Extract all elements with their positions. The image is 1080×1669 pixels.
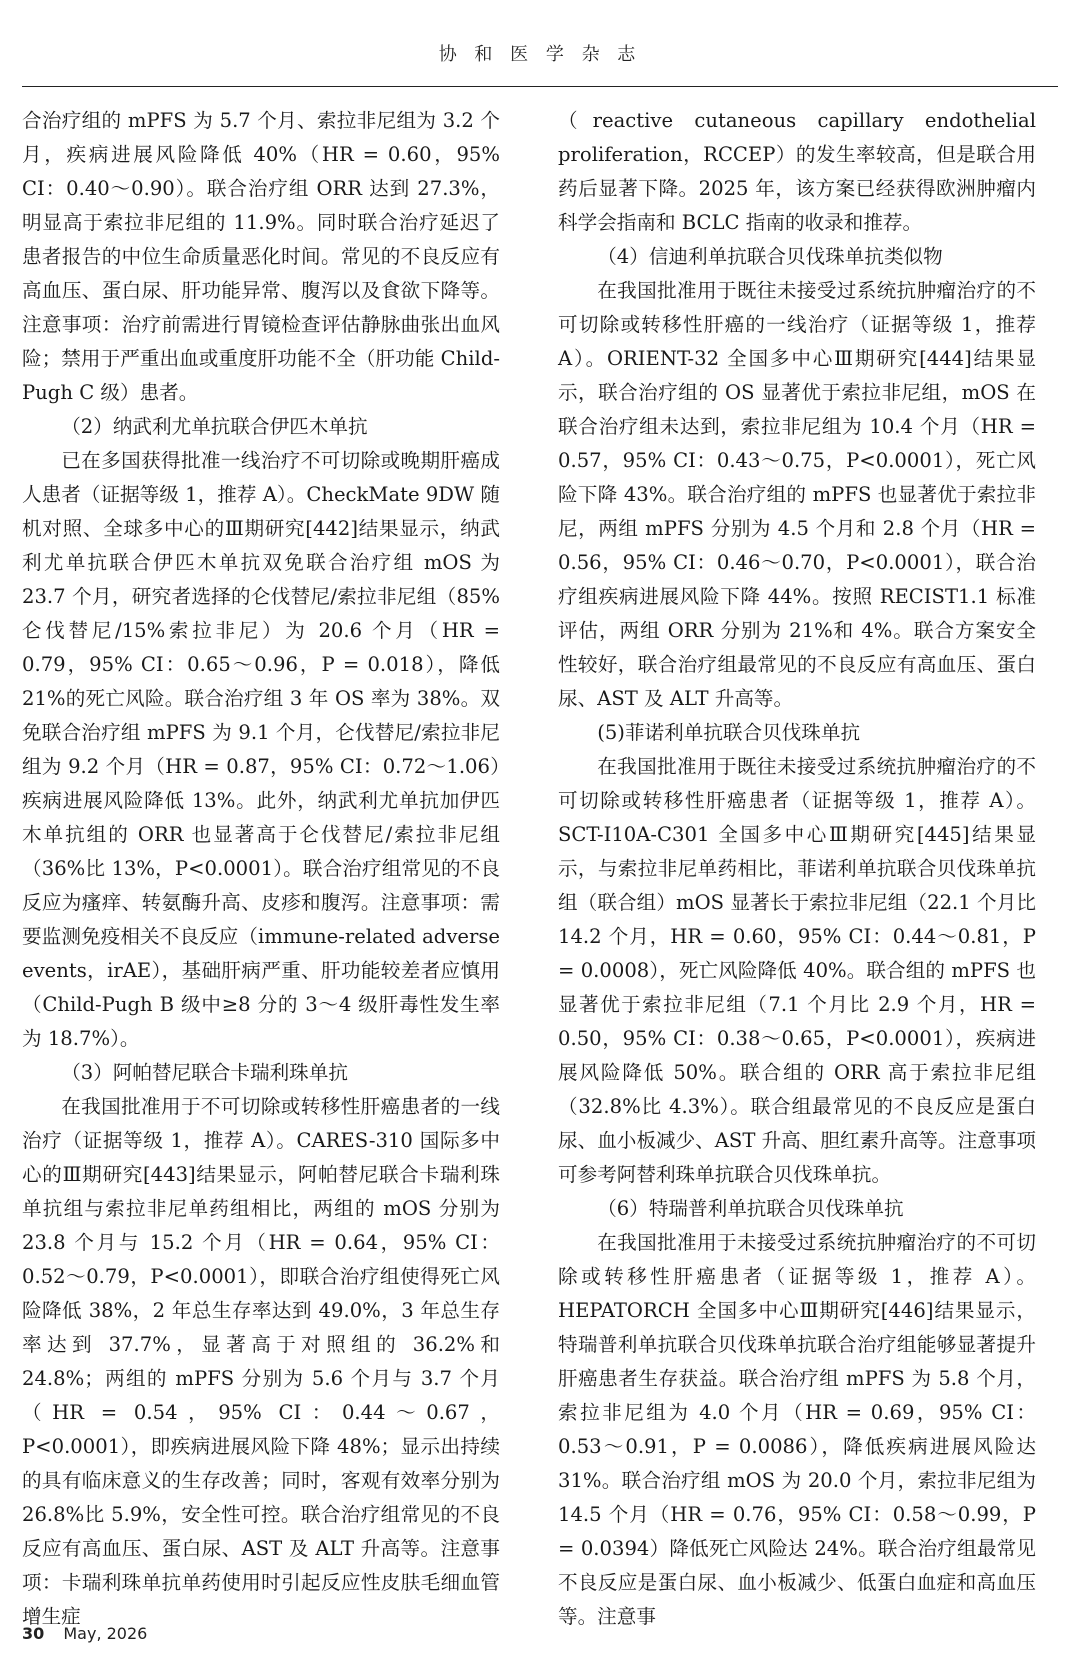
paragraph: 已在多国获得批准一线治疗不可切除或晚期肝癌成人患者（证据等级 1，推荐 A）。CheckMate 9DW 随机对照、全球多中心的Ⅲ期研究[442]结果显示，纳武利尤单抗联合伊匹木单抗双免联合治疗组 mOS 为 23.7 个月，研究者选择的仑伐替尼/索拉非尼组（85%仑伐替尼/15%索拉非尼）为 20.6 个月（HR = 0.79，95% CI：0.65～0.96，P = 0.018），降低 21%的死亡风险。联合治疗组 3 年 OS 率为 38%。双免联合治疗组 mPFS 为 9.1 个月，仑伐替尼/索拉非尼组为 9.2 个月（HR = 0.87，95% CI：0.72～1.06）疾病进展风险降低 13%。此外，纳武利尤单抗加伊匹木单抗组的 ORR 也显著高于仑伐替尼/索拉非尼组（36%比 13%，P<0.0001）。联合治疗组常见的不良反应为瘙痒、转氨酶升高、皮疹和腹泻。注意事项：需要监测免疫相关不良反应（immune-related adverse events，irAE），基础肝病严重、肝功能较差者应慎用（Child-Pugh B 级中≥8 分的 3～4 级肝毒性发生率为 18.7%）。 [22,449,500,1050]
header-divider [22,86,1058,87]
section-heading: (5)菲诺利单抗联合贝伐珠单抗 [597,721,861,744]
section-heading: （6）特瑞普利单抗联合贝伐珠单抗 [597,1197,904,1220]
section-heading: （3）阿帕替尼联合卡瑞利珠单抗 [61,1061,348,1084]
page-number: 30 [22,1624,45,1643]
paragraph: （reactive cutaneous capillary endothelial proliferation，RCCEP）的发生率较高，但是联合用药后显著下降。2025 年，该方案已经获得欧洲肿瘤内科学会指南和 BCLC 指南的收录和推荐。 [558,109,1036,234]
paragraph: 合治疗组的 mPFS 为 5.7 个月、索拉非尼组为 3.2 个月，疾病进展风险降低 40%（HR = 0.60，95% CI：0.40～0.90）。联合治疗组 ORR 达到 27.3%，明显高于索拉非尼组的 11.9%。同时联合治疗延迟了患者报告的中位生命质量恶化时间。常见的不良反应有高血压、蛋白尿、肝功能异常、腹泻以及食欲下降等。注意事项：治疗前需进行胃镜检查评估静脉曲张出血风险；禁用于严重出血或重度肝功能不全（肝功能 Child-Pugh C 级）患者。 [22,109,500,404]
paragraph: 在我国批准用于未接受过系统抗肿瘤治疗的不可切除或转移性肝癌患者（证据等级 1，推荐 A）。HEPATORCH 全国多中心Ⅲ期研究[446]结果显示，特瑞普利单抗联合贝伐珠单抗联合治疗组能够显著提升肝癌患者生存获益。联合治疗组 mPFS 为 5.8 个月，索拉非尼组为 4.0 个月（HR = 0.69，95% CI：0.53～0.91，P = 0.0086），降低疾病进展风险达 31%。联合治疗组 mOS 为 20.0 个月，索拉非尼组为 14.5 个月（HR = 0.76，95% CI：0.58～0.99，P = 0.0394）降低死亡风险达 24%。联合治疗组最常见不良反应是蛋白尿、血小板减少、低蛋白血症和高血压等。注意事 [558,1231,1036,1628]
paragraph: 在我国批准用于不可切除或转移性肝癌患者的一线治疗（证据等级 1，推荐 A）。CARES-310 国际多中心的Ⅲ期研究[443]结果显示，阿帕替尼联合卡瑞利珠单抗组与索拉非尼单药组相比，两组的 mOS 分别为 23.8 个月与 15.2 个月（HR = 0.64，95% CI：0.52～0.79，P<0.0001），即联合治疗组使得死亡风险降低 38%，2 年总生存率达到 49.0%，3 年总生存率达到 37.7%，显著高于对照组的 36.2%和 24.8%；两组的 mPFS 分别为 5.6 个月与 3.7 个月（HR = 0.54，95% CI：0.44～0.67，P<0.0001），即疾病进展风险下降 48%；显示出持续的具有临床意义的生存改善；同时，客观有效率分别为 26.8%比 5.9%，安全性可控。联合治疗组常见的不良反应有高血压、蛋白尿、AST 及 ALT 升高等。注意事项：卡瑞利珠单抗单药使用时引起反应性皮肤毛细血管增生症 [22,1095,500,1628]
right-column [558,104,1036,1634]
section-heading: （4）信迪利单抗联合贝伐珠单抗类似物 [597,245,943,268]
paragraph: 在我国批准用于既往未接受过系统抗肿瘤治疗的不可切除或转移性肝癌患者（证据等级 1，推荐 A）。SCT-I10A-C301 全国多中心Ⅲ期研究[445]结果显示，与索拉非尼单药相比，菲诺利单抗联合贝伐珠单抗组（联合组）mOS 显著长于索拉非尼组（22.1 个月比 14.2 个月，HR = 0.60，95% CI：0.44～0.81，P = 0.0008），死亡风险降低 40%。联合组的 mPFS 也显著优于索拉非尼组（7.1 个月比 2.9 个月，HR = 0.50，95% CI：0.38～0.65，P<0.0001），疾病进展风险降低 50%。联合组的 ORR 高于索拉非尼组（32.8%比 4.3%）。联合组最常见的不良反应是蛋白尿、血小板减少、AST 升高、胆红素升高等。注意事项可参考阿替利珠单抗联合贝伐珠单抗。 [558,755,1036,1186]
journal-header: 协 和 医 学 杂 志 [438,44,642,65]
issue-date: May, 2026 [63,1624,148,1643]
paragraph: 在我国批准用于既往未接受过系统抗肿瘤治疗的不可切除或转移性肝癌的一线治疗（证据等级 1，推荐 A）。ORIENT-32 全国多中心Ⅲ期研究[444]结果显示，联合治疗组的 OS 显著优于索拉非尼组，mOS 在联合治疗组未达到，索拉非尼组为 10.4 个月（HR = 0.57，95% CI：0.43～0.75，P<0.0001），死亡风险下降 43%。联合治疗组的 mPFS 也显著优于索拉非尼，两组 mPFS 分别为 4.5 个月和 2.8 个月（HR = 0.56，95% CI：0.46～0.70，P<0.0001），联合治疗组疾病进展风险下降 44%。按照 RECIST1.1 标准评估，两组 ORR 分别为 21%和 4%。联合方案安全性较好，联合治疗组最常见的不良反应有高血压、蛋白尿、AST 及 ALT 升高等。 [558,279,1036,710]
left-column [22,104,500,1634]
page-footer [22,1624,147,1643]
section-heading: （2）纳武利尤单抗联合伊匹木单抗 [61,415,368,438]
